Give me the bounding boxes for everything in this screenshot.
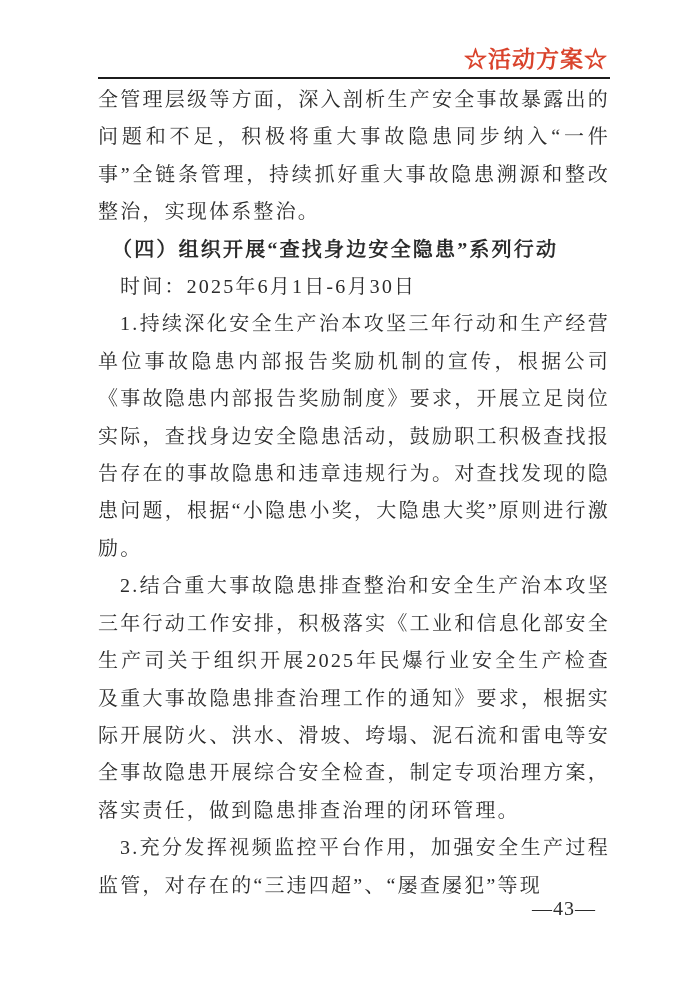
time-line: 时间：2025年6月1日-6月30日 <box>120 276 417 299</box>
paragraph-item-3: 3.充分发挥视频监控平台作用，加强安全生产过程监管，对存在的“三违四超”、“屡查屡犯”等现 <box>98 837 610 897</box>
header-title: ☆活动方案☆ <box>464 47 608 72</box>
paragraph-item-2: 2.结合重大事故隐患排查整治和安全生产治本攻坚三年行动工作安排，积极落实《工业和信息化部安全生产司关于组织开展2025年民爆行业安全生产检查及重大事故隐患排查治理工作的通知》要求，根据实际开展防火、洪水、滑坡、垮塌、泥石流和雷电等安全事故隐患开展综合安全检查，制定专项治理方案，落实责任，做到隐患排查治理的闭环管理。 <box>98 575 610 822</box>
document-body <box>98 82 610 905</box>
section-heading: （四）组织开展“查找身边安全隐患”系列行动 <box>112 238 559 261</box>
paragraph-item-1: 1.持续深化安全生产治本攻坚三年行动和生产经营单位事故隐患内部报告奖励机制的宣传，根据公司《事故隐患内部报告奖励制度》要求，开展立足岗位实际，查找身边安全隐患活动，鼓励职工积极查找报告存在的事故隐患和违章违规行为。对查找发现的隐患问题，根据“小隐患小奖，大隐患大奖”原则进行激励。 <box>98 313 610 560</box>
page-number: —43— <box>532 898 596 920</box>
page-header <box>98 0 610 79</box>
paragraph-continuation: 全管理层级等方面，深入剖析生产安全事故暴露出的问题和不足，积极将重大事故隐患同步纳入“一件事”全链条管理，持续抓好重大事故隐患溯源和整改整治，实现体系整治。 <box>98 89 610 224</box>
